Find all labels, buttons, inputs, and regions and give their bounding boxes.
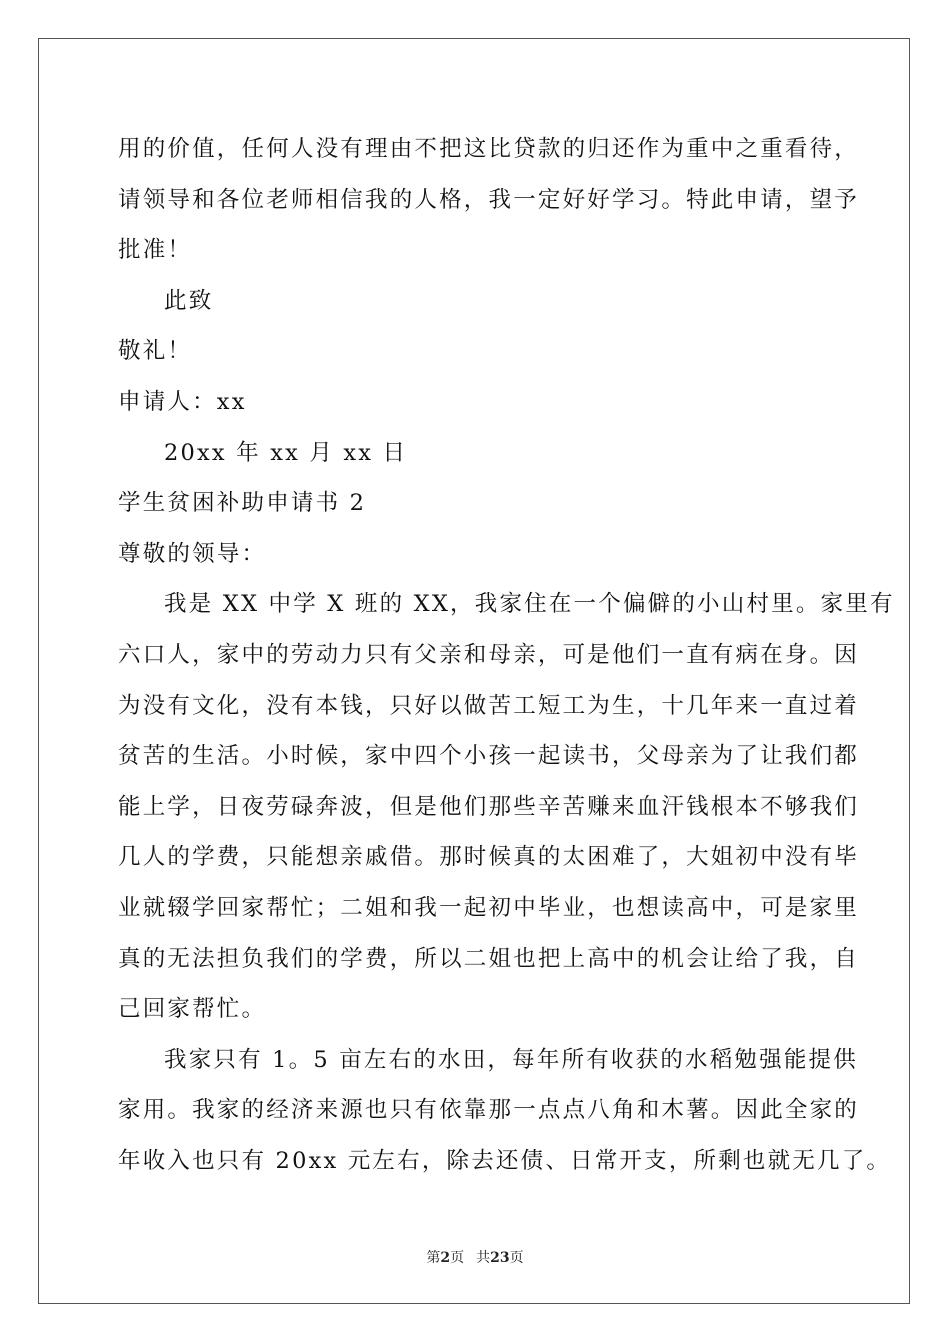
text-line: 20xx 年 xx 月 xx 日 [164,439,408,466]
page-number-suffix: 页 [450,1250,465,1266]
text-line: 请领导和各位老师相信我的人格，我一定好好学习。特此申请，望予 [118,186,860,213]
total-pages-prefix: 共 [476,1250,491,1266]
text-line: 家用。我家的经济来源也只有依靠那一点点八角和木薯。因此全家的 [118,1097,860,1124]
text-line: 业就辍学回家帮忙；二姐和我一起初中毕业，也想读高中，可是家里 [118,894,860,921]
text-line: 尊敬的领导： [118,540,267,567]
text-line: 贫苦的生活。小时候，家中四个小孩一起读书，父母亲为了让我们都 [118,743,860,770]
text-line: 申请人：xx [118,388,247,415]
text-line: 此致 [164,287,214,314]
text-line: 学生贫困补助申请书 2 [118,490,367,517]
text-line: 我是 XX 中学 X 班的 XX，我家住在一个偏僻的小山村里。家里有 [164,591,895,618]
text-line: 敬礼！ [118,338,193,365]
page-number-prefix: 第 [426,1250,441,1266]
text-line: 用的价值，任何人没有理由不把这比贷款的归还作为重中之重看待， [118,136,860,162]
total-pages-suffix: 页 [509,1250,524,1266]
text-line: 己回家帮忙。 [118,996,267,1023]
text-line: 能上学，日夜劳碌奔波，但是他们那些辛苦赚来血汗钱根本不够我们 [118,793,860,820]
text-line: 批准！ [118,237,193,264]
current-page-number: 2 [440,1250,451,1266]
document-body [118,124,895,1186]
text-line: 年收入也只有 20xx 元左右，除去还债、日常开支，所剩也就无几了。 [118,1147,892,1174]
text-line: 几人的学费，只能想亲戚借。那时候真的太困难了，大姐初中没有毕 [118,844,860,871]
total-page-count: 23 [490,1250,510,1266]
text-line: 为没有文化，没有本钱，只好以做苦工短工为生，十几年来一直过着 [118,692,860,719]
text-line: 六口人，家中的劳动力只有父亲和母亲，可是他们一直有病在身。因 [118,641,860,668]
text-line: 真的无法担负我们的学费，所以二姐也把上高中的机会让给了我，自 [118,945,860,972]
page-footer [0,1247,950,1267]
text-line: 我家只有 1。5 亩左右的水田，每年所有收获的水稻勉强能提供 [164,1046,858,1073]
